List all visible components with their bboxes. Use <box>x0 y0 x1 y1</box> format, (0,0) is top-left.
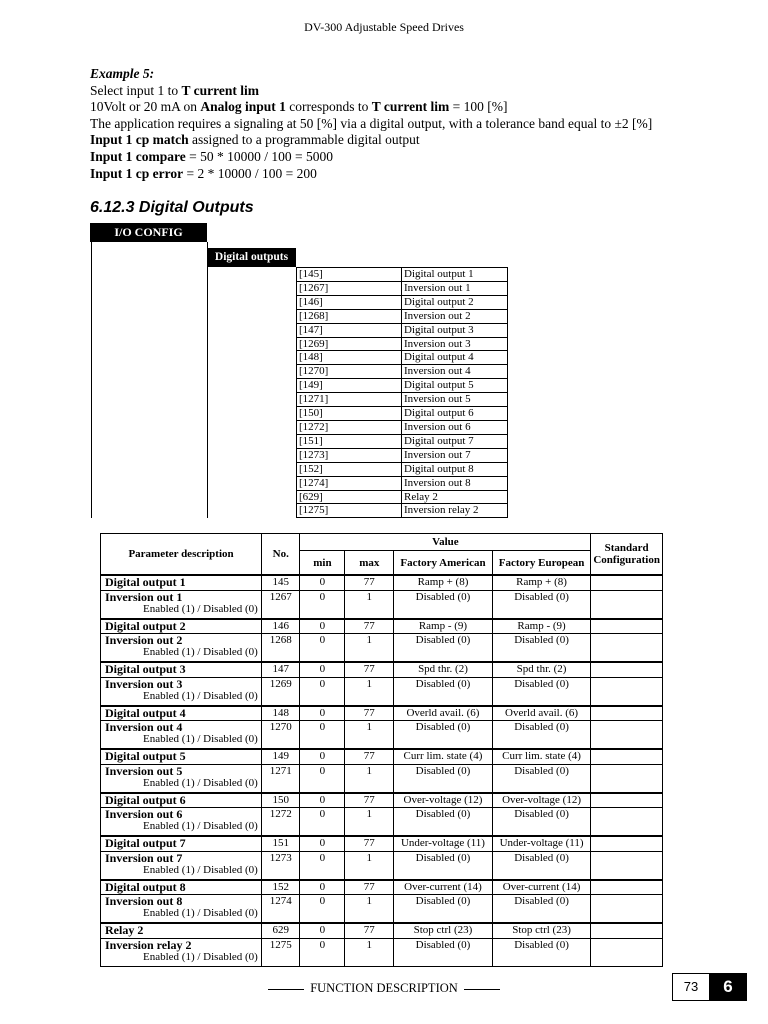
param-name: Inversion out 8 <box>105 894 183 908</box>
param-factory-american: Ramp + (8) <box>394 575 493 590</box>
param-no: 1270 <box>262 721 300 750</box>
param-name: Digital output 4 <box>101 706 262 721</box>
param-factory-american: Over-voltage (12) <box>394 793 493 808</box>
param-list-no: [1268] <box>297 309 402 323</box>
param-list-name: Inversion relay 2 <box>402 504 508 518</box>
param-no: 150 <box>262 793 300 808</box>
param-name: Digital output 5 <box>101 749 262 764</box>
menu-digital-outputs: Digital outputs <box>207 248 296 267</box>
param-min: 0 <box>300 749 345 764</box>
param-description <box>101 851 262 880</box>
page-header: DV-300 Adjustable Speed Drives <box>304 20 464 34</box>
param-list-name: Digital output 5 <box>402 379 508 393</box>
param-standard-config <box>591 619 663 634</box>
param-options: Enabled (1) / Disabled (0) <box>143 646 258 658</box>
param-standard-config <box>591 895 663 924</box>
param-list-row <box>297 309 508 323</box>
table-row <box>101 880 663 895</box>
param-no: 149 <box>262 749 300 764</box>
param-factory-american: Overld avail. (6) <box>394 706 493 721</box>
param-standard-config <box>591 575 663 590</box>
param-list-no: [1275] <box>297 504 402 518</box>
param-name: Digital output 2 <box>101 619 262 634</box>
param-standard-config <box>591 851 663 880</box>
param-factory-european: Over-voltage (12) <box>492 793 591 808</box>
param-description <box>101 677 262 706</box>
table-row <box>101 749 663 764</box>
param-max: 1 <box>345 590 394 619</box>
table-row <box>101 836 663 851</box>
param-factory-american: Disabled (0) <box>394 764 493 793</box>
param-factory-european: Disabled (0) <box>492 851 591 880</box>
param-standard-config <box>591 938 663 966</box>
param-max: 77 <box>345 575 394 590</box>
param-list-row <box>297 504 508 518</box>
example-block <box>90 66 730 182</box>
param-name: Inversion out 4 <box>105 720 183 734</box>
param-max: 1 <box>345 677 394 706</box>
param-factory-european: Disabled (0) <box>492 590 591 619</box>
table-row <box>101 619 663 634</box>
param-name: Inversion relay 2 <box>105 937 192 952</box>
param-no: 1269 <box>262 677 300 706</box>
param-max: 77 <box>345 706 394 721</box>
param-min: 0 <box>300 836 345 851</box>
example-line-5: Input 1 compare = 50 * 10000 / 100 = 5000 <box>90 148 333 164</box>
param-list-name: Digital output 8 <box>402 462 508 476</box>
param-factory-american: Under-voltage (11) <box>394 836 493 851</box>
param-options: Enabled (1) / Disabled (0) <box>143 907 258 919</box>
table-row <box>101 793 663 808</box>
param-factory-european: Disabled (0) <box>492 764 591 793</box>
param-name: Digital output 1 <box>101 575 262 590</box>
param-factory-european: Disabled (0) <box>492 634 591 663</box>
param-list-no: [149] <box>297 379 402 393</box>
header-max: max <box>345 551 394 576</box>
param-standard-config <box>591 677 663 706</box>
param-no: 146 <box>262 619 300 634</box>
param-standard-config <box>591 662 663 677</box>
param-list-name: Digital output 7 <box>402 434 508 448</box>
param-max: 77 <box>345 880 394 895</box>
page-footer <box>0 981 768 996</box>
param-factory-american: Spd thr. (2) <box>394 662 493 677</box>
param-factory-european: Ramp + (8) <box>492 575 591 590</box>
header-factory-american: Factory American <box>394 551 493 576</box>
param-name: Inversion out 7 <box>105 850 183 865</box>
param-list-no: [1269] <box>297 337 402 351</box>
param-factory-american: Over-current (14) <box>394 880 493 895</box>
example-title: Example 5: <box>90 66 155 81</box>
param-options: Enabled (1) / Disabled (0) <box>143 733 258 745</box>
page-number: 73 <box>672 973 710 1001</box>
param-max: 1 <box>345 851 394 880</box>
example-line-6: Input 1 cp error = 2 * 10000 / 100 = 200 <box>90 165 317 181</box>
param-list-row <box>297 351 508 365</box>
param-max: 77 <box>345 923 394 938</box>
param-list-row <box>297 393 508 407</box>
param-list-name: Inversion out 1 <box>402 281 508 295</box>
param-description <box>101 895 262 924</box>
table-row <box>101 677 663 706</box>
param-no: 147 <box>262 662 300 677</box>
param-min: 0 <box>300 706 345 721</box>
param-factory-american: Disabled (0) <box>394 895 493 924</box>
param-name: Digital output 6 <box>101 793 262 808</box>
param-standard-config <box>591 880 663 895</box>
header-value: Value <box>300 534 591 551</box>
header-factory-european: Factory European <box>492 551 591 576</box>
param-list-no: [147] <box>297 323 402 337</box>
param-list-name: Inversion out 4 <box>402 365 508 379</box>
menu-root-io-config: I/O CONFIG <box>90 223 207 242</box>
param-name: Inversion out 6 <box>105 807 183 821</box>
table-row <box>101 662 663 677</box>
param-standard-config <box>591 793 663 808</box>
param-options: Enabled (1) / Disabled (0) <box>143 820 258 832</box>
param-list-row <box>297 268 508 282</box>
param-list-name: Inversion out 3 <box>402 337 508 351</box>
param-no: 148 <box>262 706 300 721</box>
header-parameter-description: Parameter description <box>101 534 262 576</box>
param-list-row <box>297 420 508 434</box>
header-no: No. <box>262 534 300 576</box>
param-name: Inversion out 5 <box>105 763 183 778</box>
param-factory-european: Stop ctrl (23) <box>492 923 591 938</box>
table-row <box>101 895 663 924</box>
header-min: min <box>300 551 345 576</box>
param-list-no: [145] <box>297 268 402 282</box>
param-list-no: [1272] <box>297 420 402 434</box>
param-standard-config <box>591 836 663 851</box>
param-factory-european: Curr lim. state (4) <box>492 749 591 764</box>
param-list-row <box>297 337 508 351</box>
param-factory-american: Disabled (0) <box>394 634 493 663</box>
param-description <box>101 808 262 837</box>
param-factory-american: Disabled (0) <box>394 938 493 966</box>
param-no: 1273 <box>262 851 300 880</box>
param-standard-config <box>591 721 663 750</box>
param-options: Enabled (1) / Disabled (0) <box>143 776 258 789</box>
param-min: 0 <box>300 923 345 938</box>
table-row <box>101 721 663 750</box>
param-max: 77 <box>345 619 394 634</box>
param-list-name: Digital output 6 <box>402 407 508 421</box>
param-list-row <box>297 295 508 309</box>
param-factory-american: Curr lim. state (4) <box>394 749 493 764</box>
param-max: 1 <box>345 808 394 837</box>
param-name: Inversion out 2 <box>105 633 183 647</box>
param-list-row <box>297 462 508 476</box>
param-list-no: [148] <box>297 351 402 365</box>
table-row <box>101 634 663 663</box>
param-no: 152 <box>262 880 300 895</box>
param-max: 77 <box>345 836 394 851</box>
param-list-name: Inversion out 5 <box>402 393 508 407</box>
param-description <box>101 938 262 966</box>
table-row <box>101 706 663 721</box>
param-factory-european: Disabled (0) <box>492 677 591 706</box>
param-list-no: [1271] <box>297 393 402 407</box>
param-factory-european: Disabled (0) <box>492 808 591 837</box>
table-row <box>101 923 663 938</box>
header-standard-configuration: Standard Configuration <box>591 534 663 576</box>
param-max: 1 <box>345 938 394 966</box>
param-factory-american: Disabled (0) <box>394 721 493 750</box>
footer-text: FUNCTION DESCRIPTION <box>310 981 458 995</box>
param-factory-european: Disabled (0) <box>492 895 591 924</box>
tree-line-io <box>207 242 208 518</box>
param-max: 1 <box>345 764 394 793</box>
param-no: 1274 <box>262 895 300 924</box>
table-row <box>101 764 663 793</box>
param-standard-config <box>591 590 663 619</box>
param-min: 0 <box>300 634 345 663</box>
param-list-row <box>297 490 508 504</box>
table-row <box>101 575 663 590</box>
param-name: Inversion out 3 <box>105 676 183 691</box>
param-list-name: Inversion out 8 <box>402 476 508 490</box>
example-line-4: Input 1 cp match assigned to a programmable digital output <box>90 132 420 148</box>
param-list-no: [146] <box>297 295 402 309</box>
param-list-name: Inversion out 6 <box>402 420 508 434</box>
param-standard-config <box>591 808 663 837</box>
tree-line-root <box>91 242 92 518</box>
param-min: 0 <box>300 808 345 837</box>
param-list-no: [152] <box>297 462 402 476</box>
param-list-row <box>297 365 508 379</box>
param-list-no: [1267] <box>297 281 402 295</box>
param-list-no: [151] <box>297 434 402 448</box>
param-list-name: Digital output 4 <box>402 351 508 365</box>
param-factory-american: Ramp - (9) <box>394 619 493 634</box>
param-factory-european: Disabled (0) <box>492 938 591 966</box>
param-list-row <box>297 281 508 295</box>
param-description <box>101 590 262 619</box>
param-list-no: [1273] <box>297 448 402 462</box>
param-min: 0 <box>300 938 345 966</box>
param-no: 1267 <box>262 590 300 619</box>
param-options: Enabled (1) / Disabled (0) <box>143 602 258 615</box>
param-min: 0 <box>300 851 345 880</box>
param-standard-config <box>591 923 663 938</box>
param-standard-config <box>591 706 663 721</box>
param-factory-european: Overld avail. (6) <box>492 706 591 721</box>
param-list-name: Digital output 3 <box>402 323 508 337</box>
param-max: 1 <box>345 634 394 663</box>
param-no: 151 <box>262 836 300 851</box>
param-factory-american: Disabled (0) <box>394 590 493 619</box>
param-factory-american: Disabled (0) <box>394 808 493 837</box>
param-factory-european: Disabled (0) <box>492 721 591 750</box>
param-description <box>101 721 262 750</box>
param-max: 77 <box>345 662 394 677</box>
param-min: 0 <box>300 880 345 895</box>
param-factory-european: Ramp - (9) <box>492 619 591 634</box>
example-line-2: 10Volt or 20 mA on Analog input 1 corresponds to T current lim = 100 [%] <box>90 99 508 115</box>
param-list-row <box>297 323 508 337</box>
param-standard-config <box>591 764 663 793</box>
param-min: 0 <box>300 793 345 808</box>
param-max: 1 <box>345 721 394 750</box>
param-standard-config <box>591 634 663 663</box>
param-min: 0 <box>300 575 345 590</box>
example-line-3: The application requires a signaling at 50 [%] via a digital output, with a tolerance band equal to ±2 [%] <box>90 115 653 131</box>
param-list-row <box>297 476 508 490</box>
parameter-table <box>100 533 663 967</box>
param-no: 1272 <box>262 808 300 837</box>
param-list-row <box>297 434 508 448</box>
param-factory-european: Spd thr. (2) <box>492 662 591 677</box>
param-list-no: [150] <box>297 407 402 421</box>
param-min: 0 <box>300 895 345 924</box>
param-factory-european: Over-current (14) <box>492 880 591 895</box>
param-name: Inversion out 1 <box>105 589 183 604</box>
param-no: 1275 <box>262 938 300 966</box>
param-name: Digital output 7 <box>101 836 262 851</box>
table-row <box>101 808 663 837</box>
table-row <box>101 938 663 966</box>
param-list-name: Relay 2 <box>402 490 508 504</box>
param-min: 0 <box>300 619 345 634</box>
table-row <box>101 851 663 880</box>
param-min: 0 <box>300 662 345 677</box>
param-max: 77 <box>345 793 394 808</box>
param-max: 1 <box>345 895 394 924</box>
table-row <box>101 590 663 619</box>
param-factory-american: Disabled (0) <box>394 851 493 880</box>
param-list-no: [1270] <box>297 365 402 379</box>
param-min: 0 <box>300 677 345 706</box>
param-list-name: Digital output 2 <box>402 295 508 309</box>
param-description <box>101 764 262 793</box>
param-options: Enabled (1) / Disabled (0) <box>143 689 258 702</box>
param-no: 145 <box>262 575 300 590</box>
param-min: 0 <box>300 721 345 750</box>
param-min: 0 <box>300 590 345 619</box>
param-description <box>101 634 262 663</box>
param-list-row <box>297 379 508 393</box>
param-list-name: Digital output 1 <box>402 268 508 282</box>
param-factory-american: Stop ctrl (23) <box>394 923 493 938</box>
param-options: Enabled (1) / Disabled (0) <box>143 863 258 876</box>
param-no: 1271 <box>262 764 300 793</box>
param-list-name: Inversion out 2 <box>402 309 508 323</box>
param-no: 629 <box>262 923 300 938</box>
param-min: 0 <box>300 764 345 793</box>
param-factory-european: Under-voltage (11) <box>492 836 591 851</box>
param-name: Digital output 3 <box>101 662 262 677</box>
section-title: 6.12.3 Digital Outputs <box>90 199 254 216</box>
param-options: Enabled (1) / Disabled (0) <box>143 950 258 963</box>
chapter-tab: 6 <box>709 973 747 1001</box>
param-list-row <box>297 448 508 462</box>
param-list-no: [1274] <box>297 476 402 490</box>
param-standard-config <box>591 749 663 764</box>
param-name: Digital output 8 <box>101 880 262 895</box>
param-factory-american: Disabled (0) <box>394 677 493 706</box>
parameter-list <box>296 267 508 518</box>
param-list-no: [629] <box>297 490 402 504</box>
param-max: 77 <box>345 749 394 764</box>
example-line-1: Select input 1 to T current lim <box>90 82 259 98</box>
param-list-row <box>297 407 508 421</box>
param-no: 1268 <box>262 634 300 663</box>
param-list-name: Inversion out 7 <box>402 448 508 462</box>
param-name: Relay 2 <box>101 923 262 938</box>
